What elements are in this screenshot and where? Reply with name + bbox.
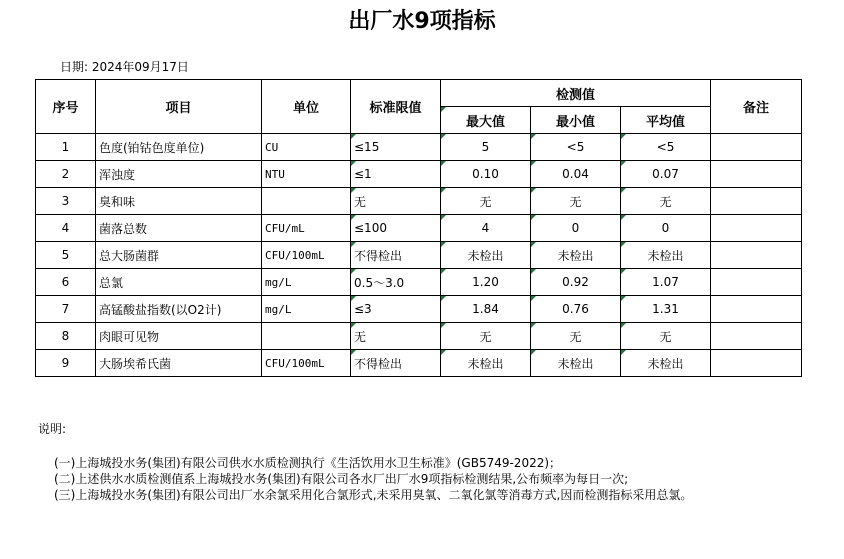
cell-seq: 1	[36, 134, 96, 161]
cell-max: 1.84	[441, 296, 531, 323]
header-min: 最小值	[531, 107, 621, 134]
cell-max: 0.10	[441, 161, 531, 188]
cell-avg: 无	[621, 323, 711, 350]
cell-limit: ≤1	[351, 161, 441, 188]
cell-unit: CU	[262, 134, 351, 161]
cell-seq: 6	[36, 269, 96, 296]
cell-min: 未检出	[531, 350, 621, 377]
cell-avg: 0	[621, 215, 711, 242]
header-unit: 单位	[262, 80, 351, 134]
cell-remark	[711, 188, 802, 215]
cell-min: 未检出	[531, 242, 621, 269]
cell-limit: 0.5～3.0	[351, 269, 441, 296]
cell-item: 浑浊度	[96, 161, 262, 188]
cell-unit: mg/L	[262, 296, 351, 323]
cell-remark	[711, 134, 802, 161]
cell-limit: 不得检出	[351, 350, 441, 377]
table-row	[36, 350, 802, 377]
cell-min: <5	[531, 134, 621, 161]
header-remark: 备注	[711, 80, 802, 134]
cell-avg: 无	[621, 188, 711, 215]
cell-limit: ≤3	[351, 296, 441, 323]
table-row	[36, 134, 802, 161]
cell-item: 总大肠菌群	[96, 242, 262, 269]
cell-avg: 1.07	[621, 269, 711, 296]
cell-unit: CFU/100mL	[262, 350, 351, 377]
cell-seq: 4	[36, 215, 96, 242]
table-row	[36, 269, 802, 296]
table-row	[36, 188, 802, 215]
cell-avg: 未检出	[621, 350, 711, 377]
cell-seq: 7	[36, 296, 96, 323]
table-row	[36, 296, 802, 323]
cell-remark	[711, 350, 802, 377]
cell-item: 菌落总数	[96, 215, 262, 242]
cell-min: 无	[531, 323, 621, 350]
cell-max: 4	[441, 215, 531, 242]
cell-seq: 9	[36, 350, 96, 377]
table-row	[36, 242, 802, 269]
cell-limit: ≤100	[351, 215, 441, 242]
header-avg: 平均值	[621, 107, 711, 134]
cell-avg: 0.07	[621, 161, 711, 188]
cell-avg: 未检出	[621, 242, 711, 269]
cell-remark	[711, 269, 802, 296]
cell-min: 0.92	[531, 269, 621, 296]
cell-unit	[262, 188, 351, 215]
cell-max: 未检出	[441, 242, 531, 269]
cell-item: 总氯	[96, 269, 262, 296]
cell-avg: <5	[621, 134, 711, 161]
cell-max: 无	[441, 323, 531, 350]
cell-max: 未检出	[441, 350, 531, 377]
cell-limit: 不得检出	[351, 242, 441, 269]
cell-max: 1.20	[441, 269, 531, 296]
cell-item: 高锰酸盐指数(以O2计)	[96, 296, 262, 323]
cell-seq: 3	[36, 188, 96, 215]
report-date: 日期: 2024年09月17日	[60, 60, 189, 74]
cell-min: 无	[531, 188, 621, 215]
cell-min: 0.76	[531, 296, 621, 323]
cell-max: 5	[441, 134, 531, 161]
table-row	[36, 323, 802, 350]
header-measured: 检测值	[441, 80, 711, 107]
cell-unit: mg/L	[262, 269, 351, 296]
notes-section	[38, 420, 693, 502]
cell-avg: 1.31	[621, 296, 711, 323]
cell-remark	[711, 296, 802, 323]
note-line-2: (二)上述供水水质检测值系上海城投水务(集团)有限公司各水厂出厂水9项指标检测结果,公布频率为每日一次;	[54, 472, 629, 486]
table-row	[36, 161, 802, 188]
cell-item: 色度(铂钴色度单位)	[96, 134, 262, 161]
cell-unit: NTU	[262, 161, 351, 188]
header-limit: 标准限值	[351, 80, 441, 134]
cell-limit: ≤15	[351, 134, 441, 161]
cell-unit: CFU/mL	[262, 215, 351, 242]
cell-seq: 8	[36, 323, 96, 350]
water-quality-table	[35, 79, 802, 377]
cell-item: 臭和味	[96, 188, 262, 215]
cell-remark	[711, 242, 802, 269]
cell-limit: 无	[351, 188, 441, 215]
cell-unit	[262, 323, 351, 350]
cell-remark	[711, 323, 802, 350]
header-item: 项目	[96, 80, 262, 134]
cell-min: 0	[531, 215, 621, 242]
header-seq: 序号	[36, 80, 96, 134]
cell-seq: 2	[36, 161, 96, 188]
page-title: 出厂水9项指标	[348, 9, 496, 34]
header-max: 最大值	[441, 107, 531, 134]
table-row	[36, 215, 802, 242]
note-line-1: (一)上海城投水务(集团)有限公司供水水质检测执行《生活饮用水卫生标准》(GB5749-2022)；	[54, 456, 562, 470]
cell-unit: CFU/100mL	[262, 242, 351, 269]
notes-label: 说明:	[38, 422, 67, 436]
cell-seq: 5	[36, 242, 96, 269]
cell-limit: 无	[351, 323, 441, 350]
cell-remark	[711, 215, 802, 242]
cell-min: 0.04	[531, 161, 621, 188]
cell-remark	[711, 161, 802, 188]
cell-item: 肉眼可见物	[96, 323, 262, 350]
cell-item: 大肠埃希氏菌	[96, 350, 262, 377]
note-line-3: (三)上海城投水务(集团)有限公司出厂水余氯采用化合氯形式,未采用臭氧、二氧化氯等消毒方式,因而检测指标采用总氯。	[54, 488, 693, 502]
cell-max: 无	[441, 188, 531, 215]
